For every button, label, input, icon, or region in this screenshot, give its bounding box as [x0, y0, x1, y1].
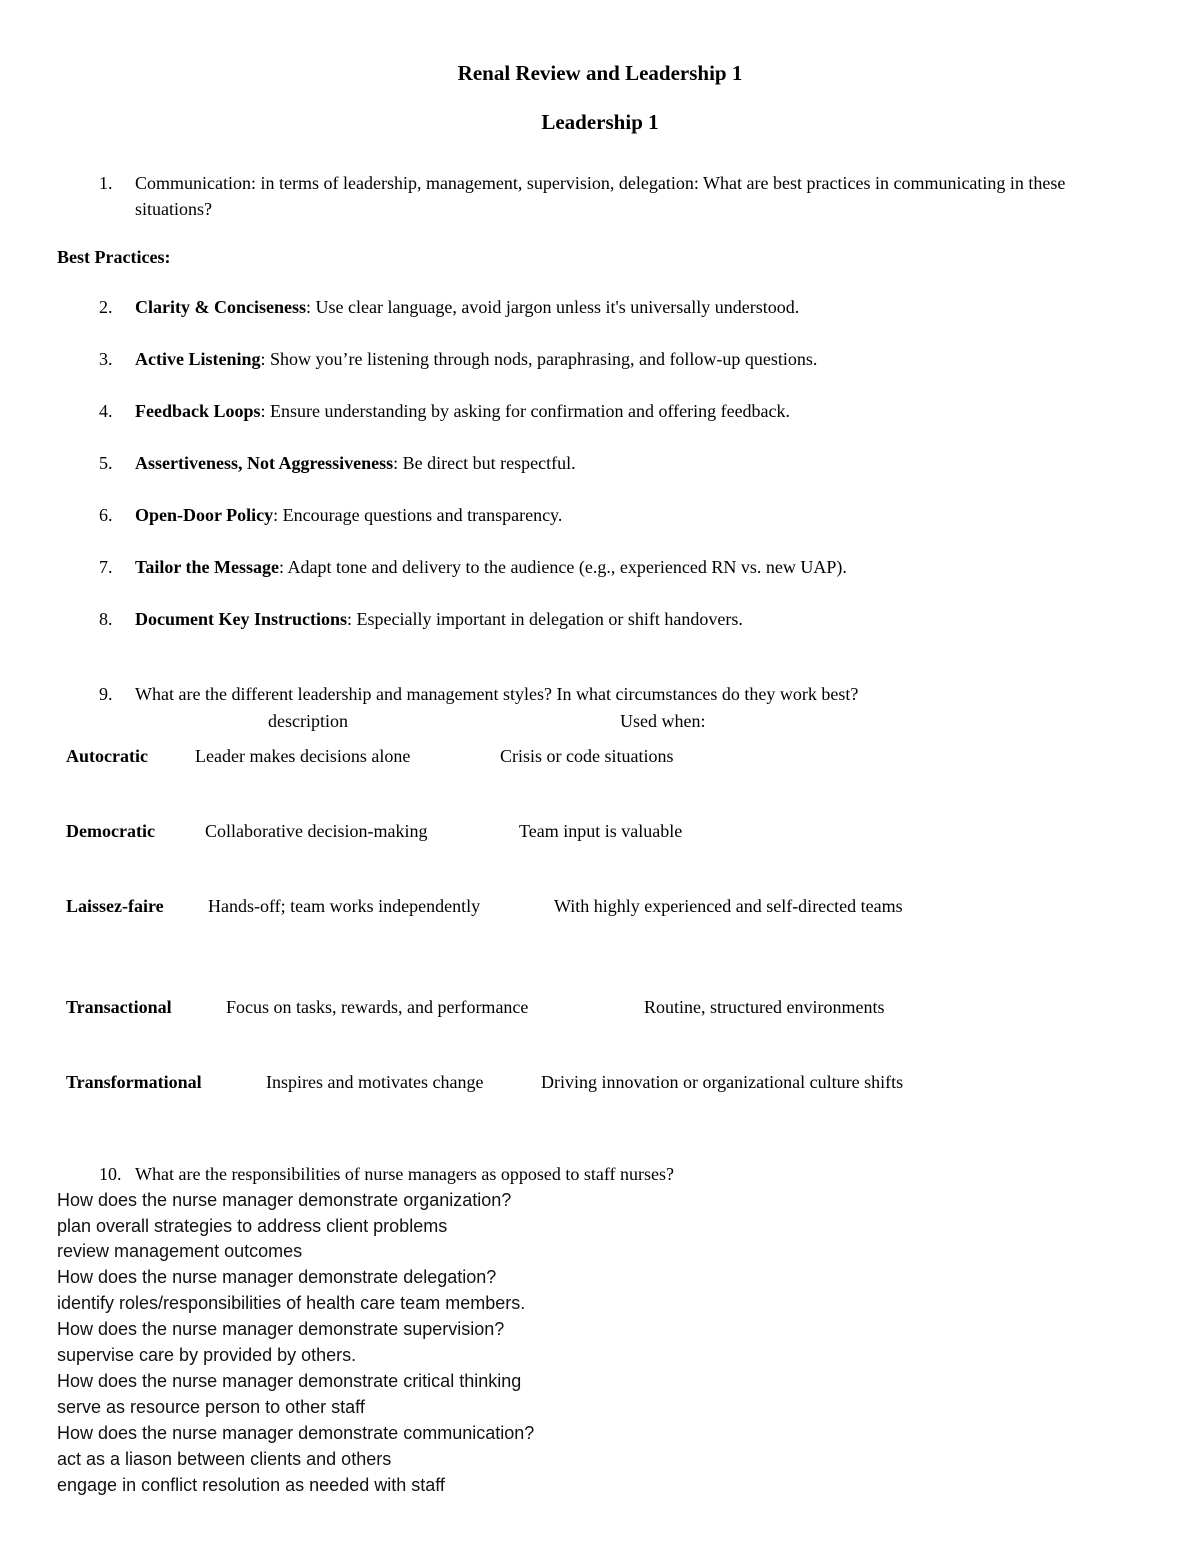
- manager-line: review management outcomes: [57, 1241, 303, 1261]
- style-name: Transactional: [66, 997, 172, 1017]
- manager-line: How does the nurse manager demonstrate communication?: [57, 1423, 535, 1443]
- manager-line: How does the nurse manager demonstrate supervision?: [57, 1319, 505, 1339]
- practice-number: 6.: [99, 505, 113, 525]
- practice-item: [135, 606, 1125, 632]
- manager-line: How does the nurse manager demonstrate organization?: [57, 1190, 512, 1210]
- document-title: Renal Review and Leadership 1: [457, 61, 743, 85]
- practice-desc: : Use clear language, avoid jargon unless it's universally understood.: [305, 297, 800, 317]
- manager-line: supervise care by provided by others.: [57, 1345, 357, 1365]
- question-9-text: What are the different leadership and management styles? In what circumstances do they work best?: [135, 684, 859, 704]
- question-10-number: 10.: [99, 1164, 122, 1184]
- question-10-text: What are the responsibilities of nurse managers as opposed to staff nurses?: [135, 1164, 675, 1184]
- practice-item: [135, 346, 1125, 372]
- practice-desc: : Ensure understanding by asking for confirmation and offering feedback.: [260, 401, 791, 421]
- manager-line: How does the nurse manager demonstrate delegation?: [57, 1267, 497, 1287]
- practice-number: 7.: [99, 557, 113, 577]
- practice-term: Active Listening: [135, 349, 261, 369]
- practice-term: Document Key Instructions: [135, 609, 347, 629]
- practice-desc: : Be direct but respectful.: [393, 453, 576, 473]
- question-9-number: 9.: [99, 684, 113, 704]
- style-name: Transformational: [66, 1072, 202, 1092]
- document-subtitle: Leadership 1: [541, 110, 659, 134]
- style-name: Autocratic: [66, 746, 148, 766]
- column-header-description: description: [268, 711, 348, 731]
- manager-line: engage in conflict resolution as needed with staff: [57, 1475, 445, 1495]
- practice-desc: : Adapt tone and delivery to the audience (e.g., experienced RN vs. new UAP).: [279, 557, 847, 577]
- practice-item: [135, 398, 1125, 424]
- practice-desc: : Encourage questions and transparency.: [273, 505, 563, 525]
- style-used-when: Routine, structured environments: [644, 997, 885, 1017]
- practice-item: [135, 554, 1125, 580]
- style-name: Laissez-faire: [66, 896, 164, 916]
- best-practices-heading: Best Practices:: [57, 247, 171, 267]
- practice-number: 2.: [99, 297, 113, 317]
- practice-term: Clarity & Conciseness: [135, 297, 306, 317]
- practice-item: [135, 502, 1125, 528]
- manager-line: serve as resource person to other staff: [57, 1397, 365, 1417]
- column-header-used-when: Used when:: [620, 711, 706, 731]
- question-1-text: Communication: in terms of leadership, management, supervision, delegation: What are best practices in communicating in these situations?: [135, 173, 1066, 219]
- style-description: Leader makes decisions alone: [195, 746, 411, 766]
- practice-term: Feedback Loops: [135, 401, 261, 421]
- practice-term: Tailor the Message: [135, 557, 279, 577]
- practice-desc: : Show you’re listening through nods, paraphrasing, and follow-up questions.: [260, 349, 818, 369]
- manager-line: How does the nurse manager demonstrate critical thinking: [57, 1371, 522, 1391]
- practice-number: 3.: [99, 349, 113, 369]
- manager-line: identify roles/responsibilities of health care team members.: [57, 1293, 526, 1313]
- style-used-when: With highly experienced and self-directed teams: [554, 896, 903, 916]
- style-name: Democratic: [66, 821, 155, 841]
- style-description: Collaborative decision-making: [205, 821, 428, 841]
- style-description: Focus on tasks, rewards, and performance: [226, 997, 529, 1017]
- practice-item: [135, 294, 1125, 320]
- style-used-when: Team input is valuable: [519, 821, 683, 841]
- practice-desc: : Especially important in delegation or shift handovers.: [347, 609, 743, 629]
- style-description: Inspires and motivates change: [266, 1072, 484, 1092]
- manager-line: plan overall strategies to address client problems: [57, 1216, 448, 1236]
- style-used-when: Crisis or code situations: [500, 746, 674, 766]
- style-used-when: Driving innovation or organizational culture shifts: [541, 1072, 904, 1092]
- manager-line: act as a liason between clients and others: [57, 1449, 392, 1469]
- practice-number: 4.: [99, 401, 113, 421]
- question-1-number: 1.: [99, 173, 113, 193]
- practice-item: [135, 450, 1125, 476]
- style-description: Hands-off; team works independently: [208, 896, 481, 916]
- practice-term: Assertiveness, Not Aggressiveness: [135, 453, 394, 473]
- practice-term: Open-Door Policy: [135, 505, 274, 525]
- practice-number: 5.: [99, 453, 113, 473]
- practice-number: 8.: [99, 609, 113, 629]
